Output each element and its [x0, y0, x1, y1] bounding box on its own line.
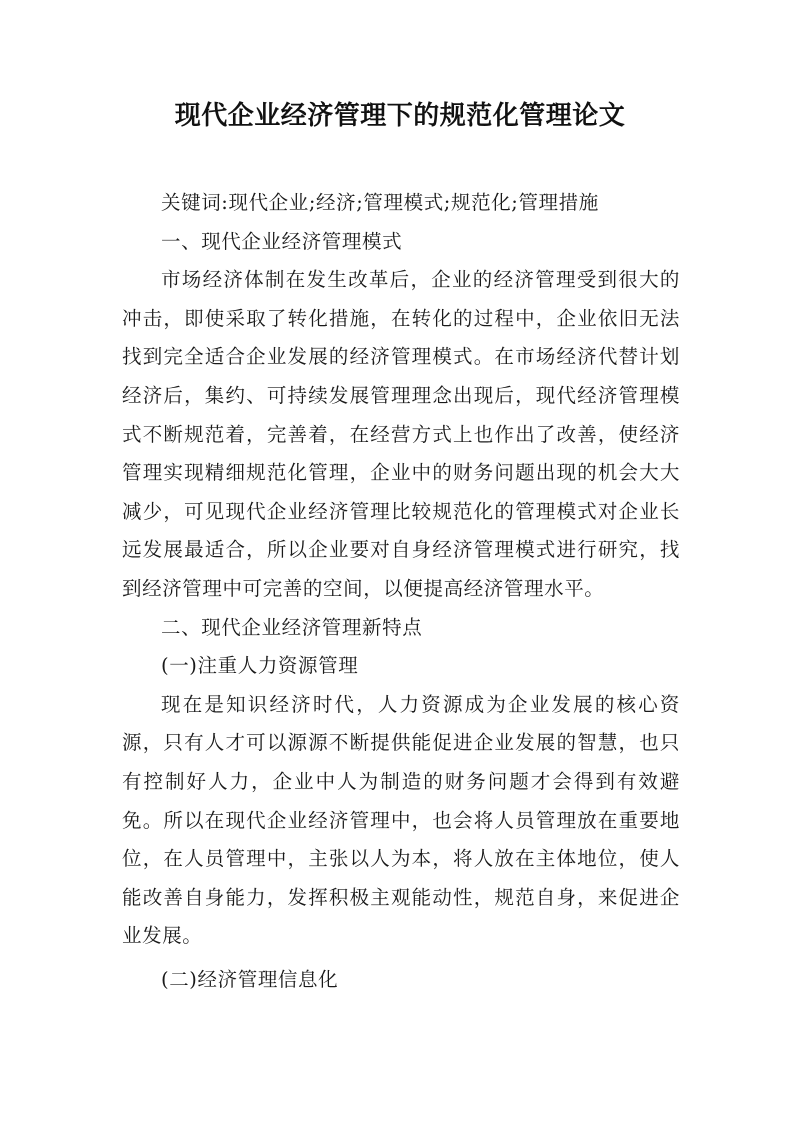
- subsection-heading-1: (一)注重人力资源管理: [161, 654, 359, 678]
- document-body: [122, 184, 680, 999]
- document-title: 现代企业经济管理下的规范化管理论文: [174, 101, 626, 131]
- section-heading-1: 一、现代企业经济管理模式: [161, 229, 403, 253]
- paragraph-2: 现在是知识经济时代，人力资源成为企业发展的核心资源，只有人才可以源源不断提供能促进企业发展的智慧，也只有控制好人力，企业中人为制造的财务问题才会得到有效避免。所以在现代企业经济管理中，也会将人员管理放在重要地位，在人员管理中，主张以人为本，将人放在主体地位，使人能改善自身能力，发挥积极主观能动性，规范自身，来促进企业发展。: [122, 692, 680, 948]
- section-heading-2: 二、现代企业经济管理新特点: [161, 615, 423, 639]
- paragraph-1: 市场经济体制在发生改革后，企业的经济管理受到很大的冲击，即使采取了转化措施，在转化的过程中，企业依旧无法找到完全适合企业发展的经济管理模式。在市场经济代替计划经济后，集约、可持续发展管理理念出现后，现代经济管理模式不断规范着，完善着，在经营方式上也作出了改善，使经济管理实现精细规范化管理，企业中的财务问题出现的机会大大减少，可见现代企业经济管理比较规范化的管理模式对企业长远发展最适合，所以企业要对自身经济管理模式进行研究，找到经济管理中可完善的空间，以便提高经济管理水平。: [122, 268, 680, 600]
- subsection-heading-2: (二)经济管理信息化: [161, 967, 339, 991]
- keywords-line: 关键词:现代企业;经济;管理模式;规范化;管理措施: [161, 191, 599, 214]
